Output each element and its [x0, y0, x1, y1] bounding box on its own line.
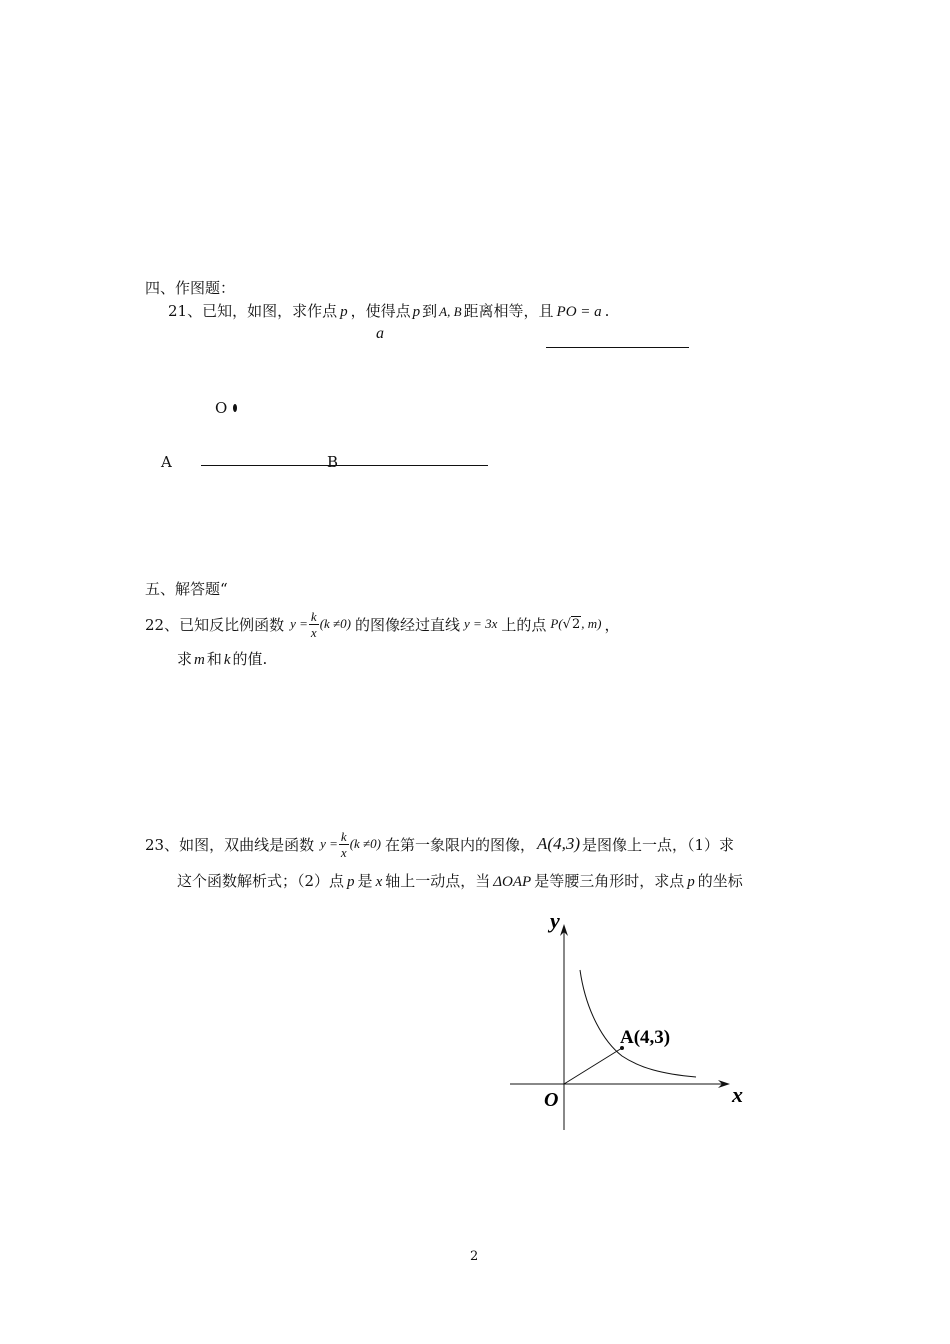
q23-fraction [339, 829, 349, 860]
q21-number: 21、 [168, 302, 203, 320]
graph-label-y: y [550, 908, 560, 933]
segment-ab [201, 465, 488, 466]
question-21 [168, 300, 609, 321]
page-number: 2 [470, 1249, 479, 1264]
q23-l2-text-3: 轴上一动点，当 [385, 872, 491, 890]
q22-point-post: , m) [581, 616, 602, 631]
q23-l2-text-5: 的坐标 [697, 872, 743, 890]
point-o-dot [233, 404, 237, 412]
q21-text-1: 已知，如图，求作点 [202, 302, 338, 320]
q21-label-o: O [215, 399, 228, 417]
q23-text-2: 在第一象限内的图像， [385, 835, 536, 854]
q22-line-2 [177, 648, 267, 669]
q22-sqrt: √2 [562, 616, 581, 632]
q23-var-p-2: p [687, 874, 695, 890]
q23-l2-text-1: 这个函数解析式；（2）点 [177, 872, 345, 890]
section-5-heading: 五、解答题“ [145, 580, 228, 598]
graph-label-o: O [544, 1089, 559, 1111]
graph-label-a: A(4,3) [620, 1027, 671, 1048]
q23-frac-den: x [340, 844, 347, 860]
q22-condition: (k ≠0) [319, 616, 352, 631]
q21-points-ab: A, B [439, 304, 462, 319]
q22-frac-num: k [310, 608, 317, 624]
segment-oa [564, 1048, 622, 1084]
q21-label-a-point: A [161, 453, 172, 471]
q21-var-p-2: p [412, 304, 421, 320]
q23-number: 23、 [145, 835, 180, 854]
q23-triangle: ΔOAP [493, 874, 532, 890]
q21-text-2: ，使得点 [350, 302, 411, 320]
q21-text-4: 距离相等，且 [463, 302, 554, 320]
q23-point-a: A(4,3) [537, 834, 580, 853]
q22-text-3: 上的点 [501, 615, 547, 634]
q22-l2-text-2: 和 [206, 650, 222, 668]
q23-text-3: 是图像上一点，（1）求 [582, 835, 735, 854]
q23-text-1: 如图，双曲线是函数 [179, 835, 315, 854]
q22-number: 22、 [145, 615, 180, 634]
q22-y-eq: y = [290, 616, 308, 631]
q21-label-a: a [376, 325, 384, 342]
q23-graph [500, 900, 760, 1140]
q23-var-x: x [375, 874, 383, 890]
question-22 [145, 606, 619, 642]
q22-text-1: 已知反比例函数 [179, 615, 285, 634]
q23-var-p: p [347, 874, 355, 890]
q21-label-b-point: B [327, 453, 339, 471]
q22-text-2: 的图像经过直线 [355, 615, 461, 634]
q22-text-4: ， [604, 615, 620, 634]
q21-period: . [604, 302, 610, 320]
hyperbola-curve [580, 970, 696, 1077]
q22-fraction [309, 609, 319, 640]
q22-var-k: k [223, 652, 231, 668]
question-23 [145, 826, 734, 862]
q23-line-2 [177, 870, 743, 891]
q21-var-p: p [340, 304, 348, 320]
q22-l2-text-3: 的值. [232, 650, 268, 668]
q22-point-pre: P( [550, 616, 563, 631]
q21-text-3: 到 [422, 302, 438, 320]
q23-condition: (k ≠0) [349, 836, 382, 851]
q23-l2-text-4: 是等腰三角形时，求点 [534, 872, 685, 890]
graph-label-x: x [732, 1082, 743, 1107]
q22-sqrt-val: 2 [571, 616, 581, 632]
section-4-heading: 四、作图题： [145, 279, 236, 297]
q22-frac-den: x [310, 624, 317, 640]
q22-line-eq: y = 3x [464, 616, 498, 631]
q22-l2-text-1: 求 [177, 650, 193, 668]
q22-var-m: m [194, 652, 205, 668]
q21-equation: PO = a [556, 304, 602, 320]
q23-y-eq: y = [320, 836, 338, 851]
segment-a [546, 347, 689, 348]
q23-frac-num: k [340, 828, 347, 844]
q23-l2-text-2: 是 [357, 872, 373, 890]
